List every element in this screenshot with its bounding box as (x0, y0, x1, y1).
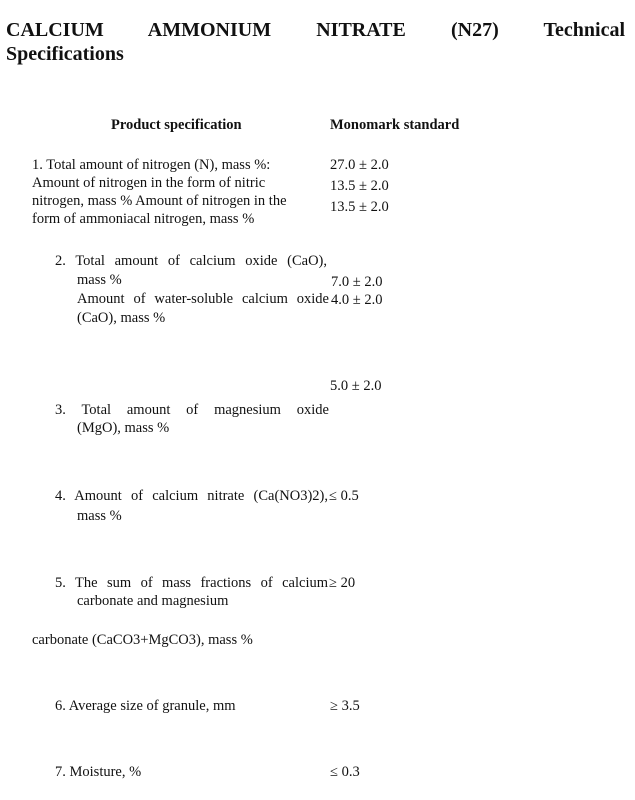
item1-line: Amount of nitrogen in the form of nitric (32, 175, 266, 191)
item6-label: 6. Average size of granule, mm (55, 698, 236, 714)
item6-value: ≥ 3.5 (330, 698, 360, 714)
item1-line: nitrogen, mass % Amount of nitrogen in the (32, 193, 287, 209)
item1-line: form of ammoniacal nitrogen, mass % (32, 211, 255, 227)
item3-value: 5.0 ± 2.0 (330, 378, 382, 394)
item3-line: (MgO), mass % (77, 420, 170, 436)
item1-value: 13.5 ± 2.0 (330, 199, 389, 215)
item2-line: 2. Total amount of calcium oxide (CaO), (55, 253, 327, 269)
item4-line: 4. Amount of calcium nitrate (Ca(NO3)2), (55, 488, 328, 504)
item2-value: 4.0 ± 2.0 (331, 292, 383, 308)
item7-value: ≤ 0.3 (330, 764, 360, 780)
item1-value: 27.0 ± 2.0 (330, 157, 389, 173)
document-title-continued: Specifications (6, 43, 124, 65)
item2-line: (CaO), mass % (77, 310, 166, 326)
header-product-specification: Product specification (111, 117, 242, 133)
item5-line: 5. The sum of mass fractions of calcium (55, 575, 328, 591)
item1-value: 13.5 ± 2.0 (330, 178, 389, 194)
item3-line: 3. Total amount of magnesium oxide (55, 402, 329, 418)
header-monomark-standard: Monomark standard (330, 117, 460, 133)
item4-value: ≤ 0.5 (329, 488, 359, 504)
item1-line: 1. Total amount of nitrogen (N), mass %: (32, 157, 271, 173)
item2-value: 7.0 ± 2.0 (331, 274, 383, 290)
item2-line: Amount of water-soluble calcium oxide (77, 291, 329, 307)
item4-line: mass % (77, 508, 122, 524)
item5-line: carbonate and magnesium (77, 593, 229, 609)
item7-label: 7. Moisture, % (55, 764, 142, 780)
item2-line: mass % (77, 272, 122, 288)
document-title: CALCIUM AMMONIUM NITRATE (N27) Technical (6, 19, 625, 41)
item5-line: carbonate (CaCO3+MgCO3), mass % (32, 632, 253, 648)
item5-value: ≥ 20 (329, 575, 356, 591)
